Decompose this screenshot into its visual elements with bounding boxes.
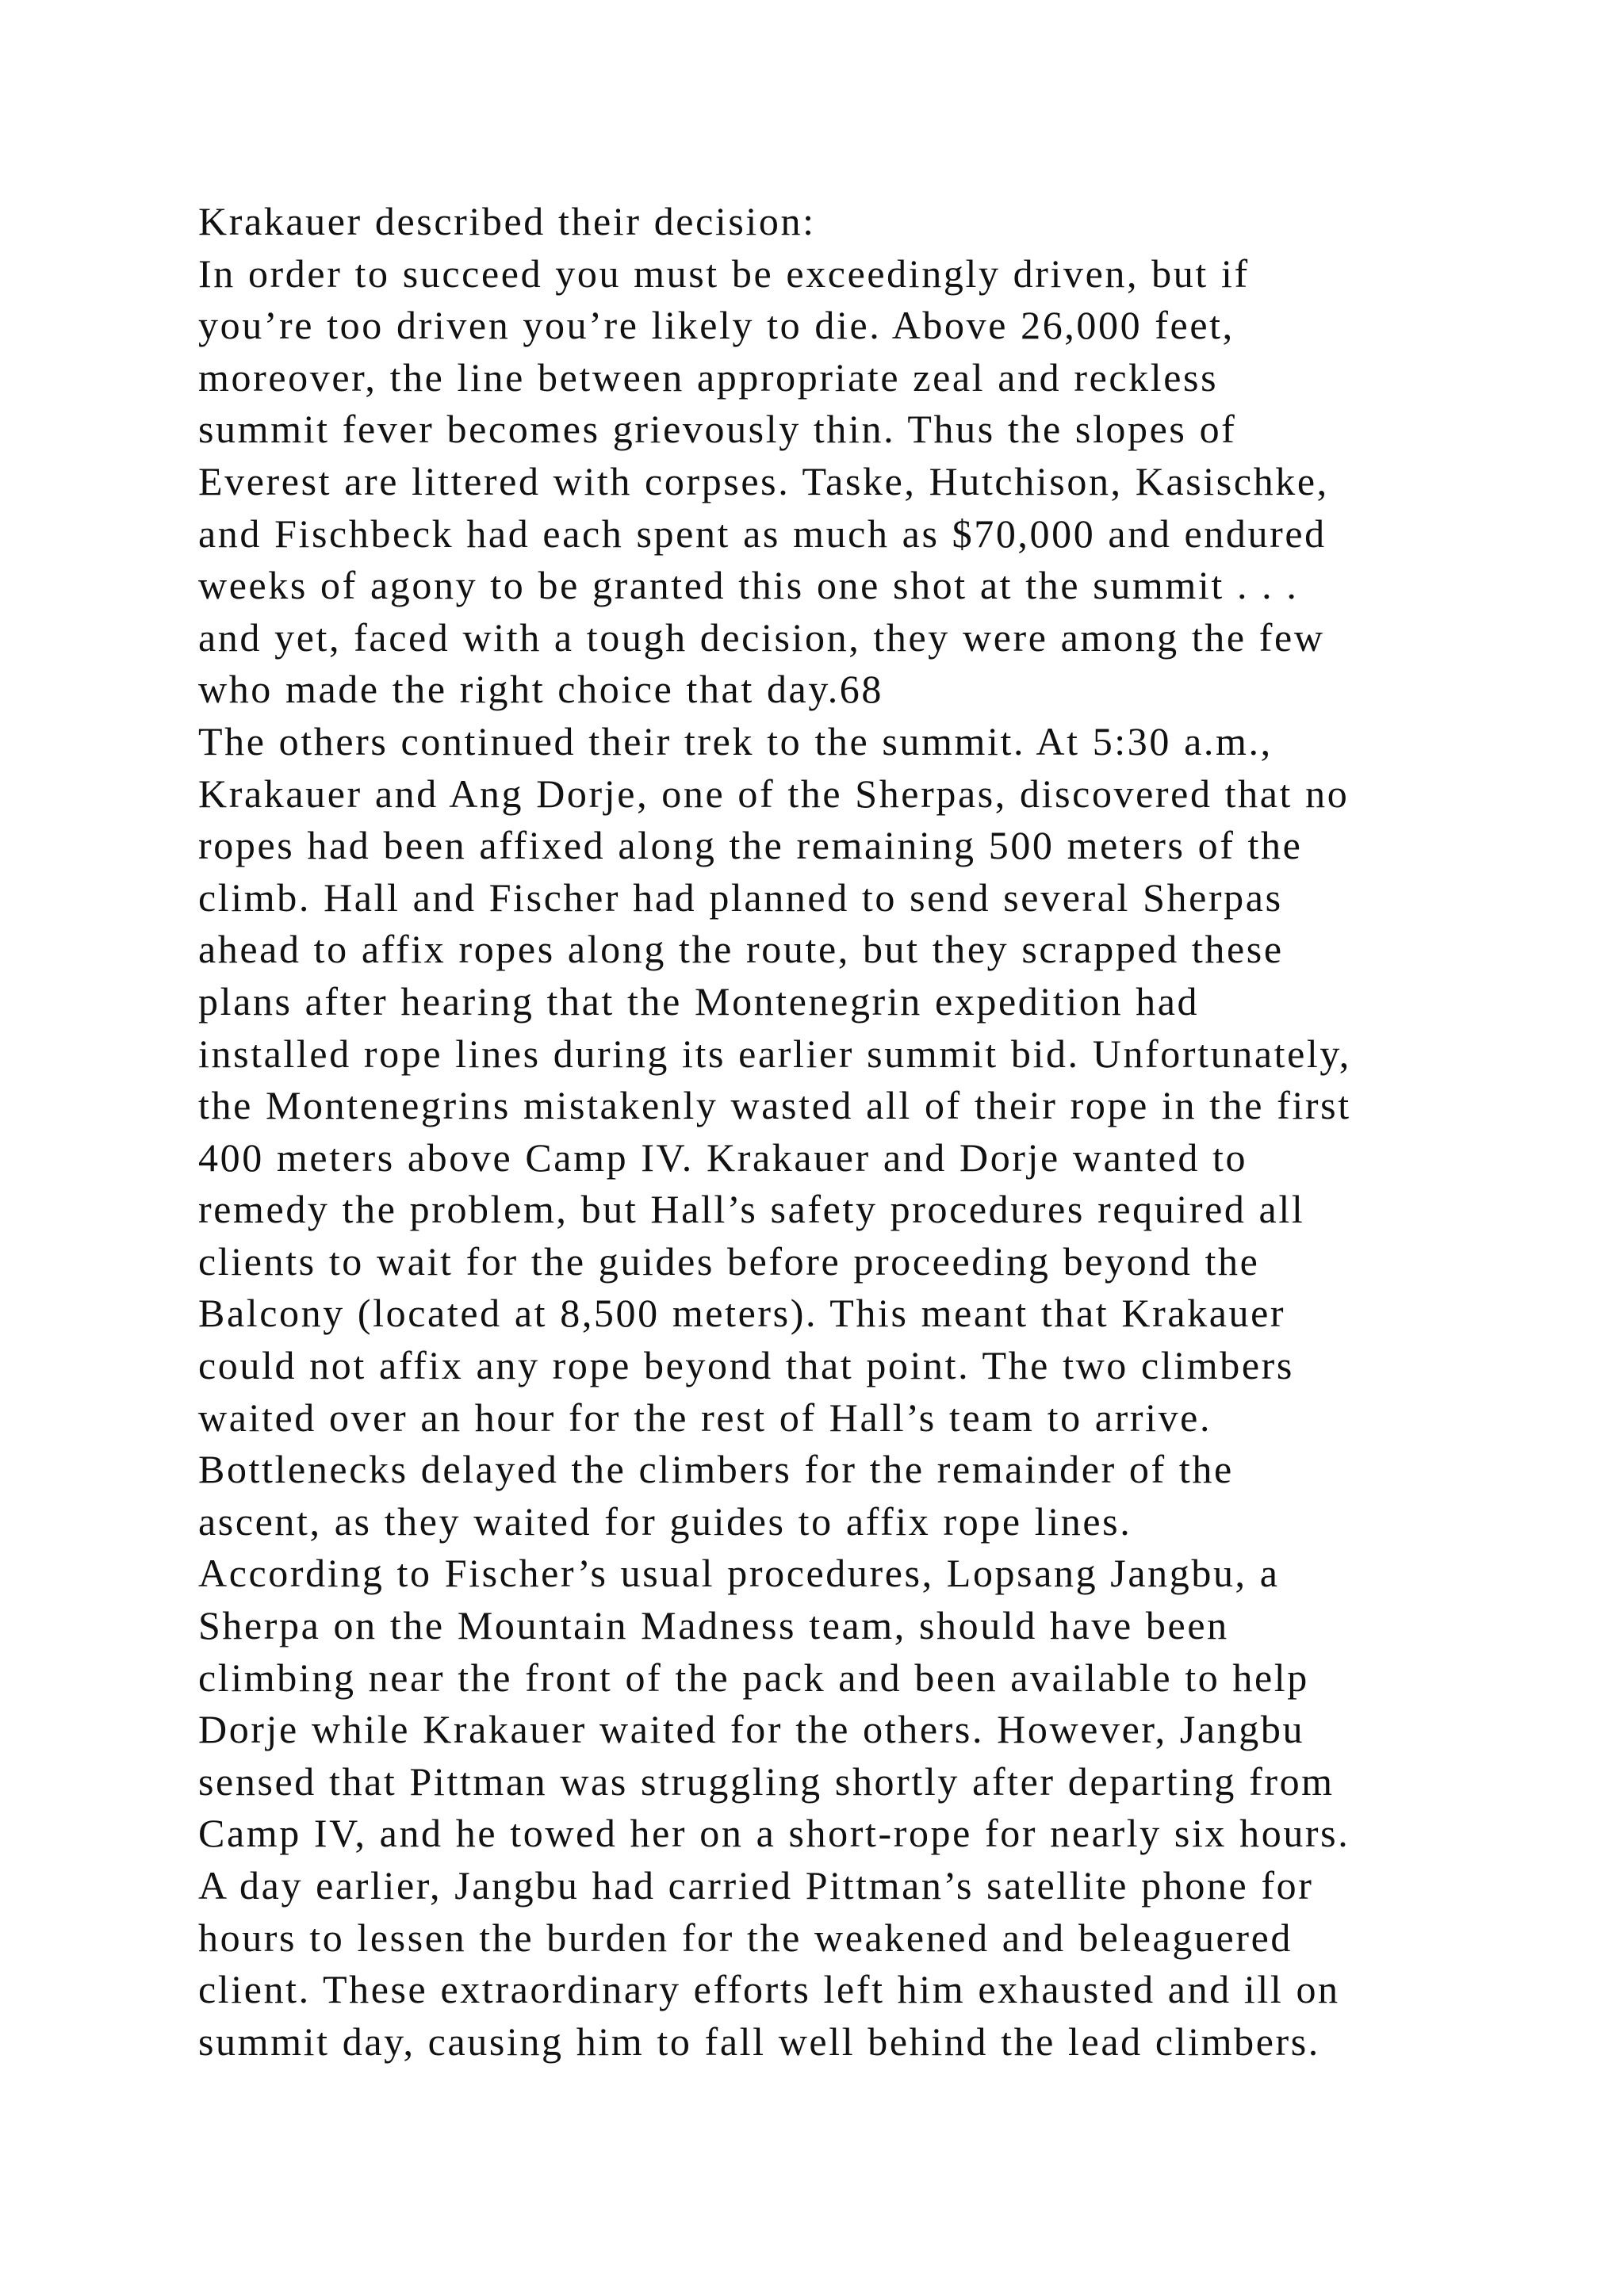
text-line: you’re too driven you’re likely to die. Above 26,000 feet, <box>198 303 1235 348</box>
text-line: Bottlenecks delayed the climbers for the remainder of the <box>198 1447 1234 1492</box>
text-line: climb. Hall and Fischer had planned to send several Sherpas <box>198 874 1283 920</box>
text-line: summit fever becomes grievously thin. Thus the slopes of <box>198 407 1237 452</box>
text-line: A day earlier, Jangbu had carried Pittman’s satellite phone for <box>198 1863 1314 1908</box>
text-line: ahead to affix ropes along the route, but they scrapped these <box>198 927 1284 972</box>
text-line: who made the right choice that day.68 <box>198 667 883 712</box>
text-line: Camp IV, and he towed her on a short-rope for nearly six hours. <box>198 1811 1350 1856</box>
text-line: The others continued their trek to the summit. At 5:30 a.m., <box>198 718 1273 763</box>
text-line: the Montenegrins mistakenly wasted all of their rope in the first <box>198 1083 1351 1128</box>
text-line: moreover, the line between appropriate zeal and reckless <box>198 354 1219 400</box>
text-line: plans after hearing that the Montenegrin expedition had <box>198 978 1200 1024</box>
body-text <box>198 196 1594 2068</box>
text-line: Balcony (located at 8,500 meters). This meant that Krakauer <box>198 1291 1286 1336</box>
text-line: waited over an hour for the rest of Hall’s team to arrive. <box>198 1395 1212 1440</box>
text-line: ascent, as they waited for guides to affix rope lines. <box>198 1498 1132 1544</box>
text-line: In order to succeed you must be exceedingly driven, but if <box>198 251 1250 296</box>
text-line: According to Fischer’s usual procedures, Lopsang Jangbu, a <box>198 1551 1280 1596</box>
text-line: Dorje while Krakauer waited for the others. However, Jangbu <box>198 1707 1305 1752</box>
text-line: remedy the problem, but Hall’s safety procedures required all <box>198 1187 1305 1232</box>
text-line: and Fischbeck had each spent as much as $70,000 and endured <box>198 511 1327 556</box>
text-line: Krakauer and Ang Dorje, one of the Sherpas, discovered that no <box>198 771 1350 816</box>
text-line: weeks of agony to be granted this one shot at the summit . . . <box>198 563 1299 608</box>
text-line: climbing near the front of the pack and been available to help <box>198 1655 1309 1700</box>
text-line: Sherpa on the Mountain Madness team, should have been <box>198 1603 1229 1648</box>
text-line: hours to lessen the burden for the weakened and beleaguered <box>198 1915 1293 1960</box>
text-line: 400 meters above Camp IV. Krakauer and Dorje wanted to <box>198 1135 1248 1180</box>
text-line: and yet, faced with a tough decision, they were among the few <box>198 614 1325 660</box>
text-line: could not affix any rope beyond that point. The two climbers <box>198 1343 1294 1388</box>
text-line: sensed that Pittman was struggling shortly after departing from <box>198 1758 1335 1804</box>
text-line: clients to wait for the guides before proceeding beyond the <box>198 1238 1260 1284</box>
text-line: installed rope lines during its earlier summit bid. Unfortunately, <box>198 1031 1351 1076</box>
text-line: ropes had been affixed along the remaining 500 meters of the <box>198 823 1303 868</box>
text-line: Krakauer described their decision: <box>198 199 816 243</box>
text-line: Everest are littered with corpses. Taske, Hutchison, Kasischke, <box>198 458 1329 503</box>
text-line: summit day, causing him to fall well behind the lead climbers. <box>198 2019 1320 2064</box>
text-line: client. These extraordinary efforts left him exhausted and ill on <box>198 1967 1340 2012</box>
